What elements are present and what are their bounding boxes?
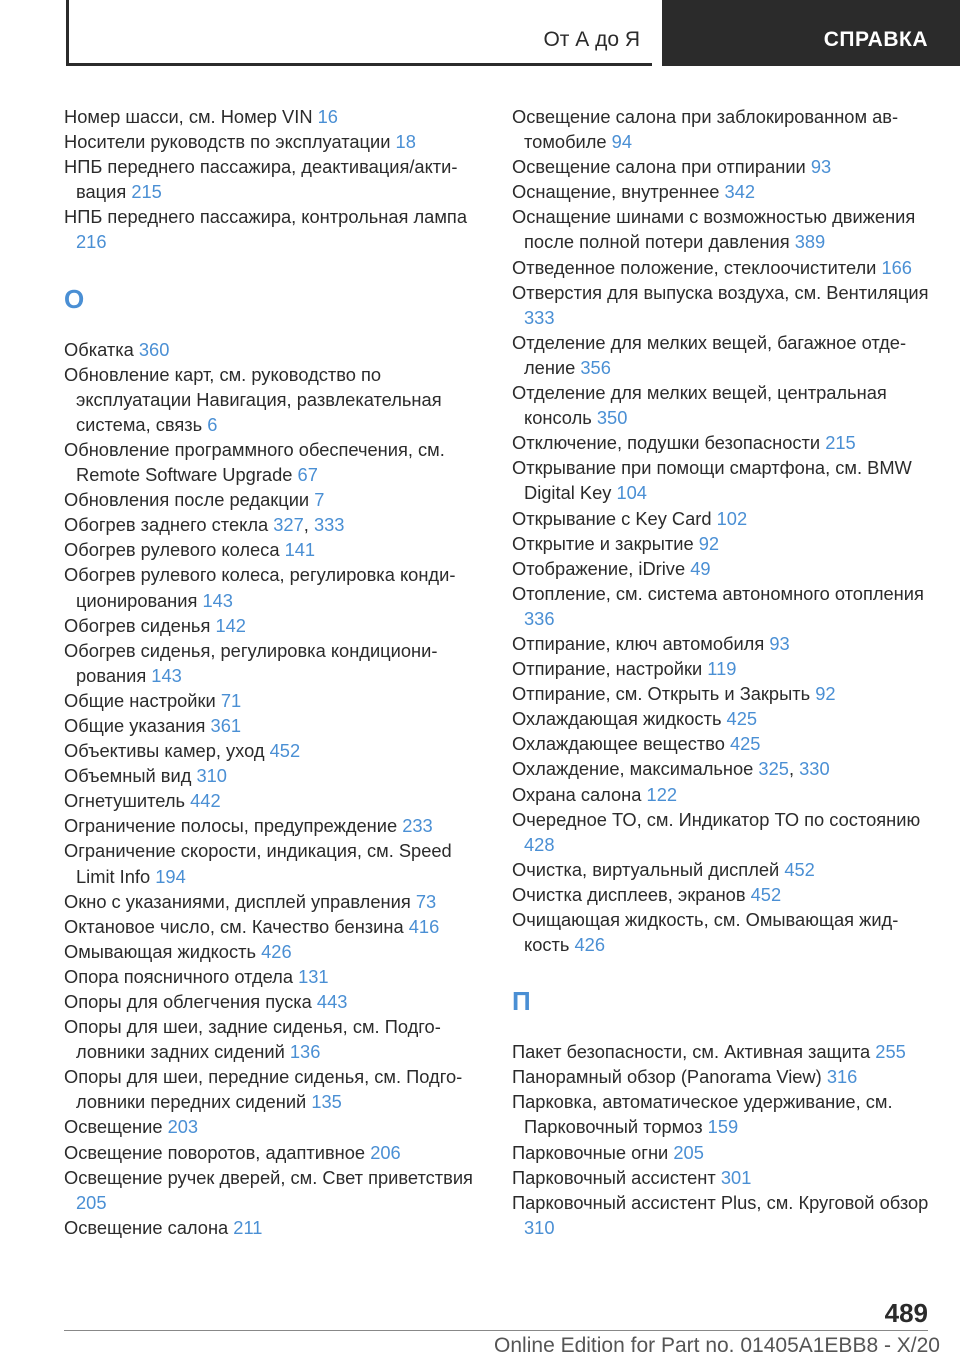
index-entry-text: Обогрев заднего стекла (64, 514, 274, 536)
index-entry-text: Опоры для шеи, передние сиденья, см. Подголовники передних сидений (64, 1066, 463, 1113)
page-link[interactable]: 159 (707, 1116, 739, 1138)
index-entry (64, 788, 484, 813)
page-link[interactable]: 342 (724, 181, 756, 203)
index-entry (512, 179, 932, 204)
index-entry (512, 1064, 932, 1089)
index-entry-text: Отображение, iDrive (512, 557, 691, 579)
index-entry (512, 1039, 932, 1064)
index-entry-text: Освещение поворотов, адаптивное (64, 1141, 371, 1163)
index-entry (512, 531, 932, 556)
index-entry (64, 337, 484, 362)
page-link[interactable]: 301 (720, 1166, 752, 1188)
page-link[interactable]: 316 (826, 1066, 858, 1088)
page-link[interactable]: 92 (698, 532, 720, 554)
index-column-right (512, 104, 932, 1240)
index-entry (64, 562, 484, 612)
page-link[interactable]: 325 (758, 758, 789, 780)
footer-rule (64, 1330, 928, 1331)
index-entry-text: Отделение для мелких вещей, центральная консоль (512, 382, 887, 429)
page-link[interactable]: 336 (524, 607, 555, 629)
index-entry (512, 1140, 932, 1165)
index-entry (64, 437, 484, 487)
page-link[interactable]: 233 (402, 815, 433, 837)
index-entry-text: Открывание с Key Card (512, 507, 717, 529)
index-entry-text: Носители руководств по эксплуатации (64, 131, 396, 153)
index-entry (64, 989, 484, 1014)
index-entry-text: Обогрев сиденья, регулировка кондиционирования (64, 639, 438, 686)
page-link[interactable]: 333 (524, 306, 555, 328)
index-entry-text: Отпирание, ключ автомобиля (512, 632, 770, 654)
index-entry-text: Обновления после редакции (64, 489, 315, 511)
index-entry-text: Обновление программного обеспечения, см. Remote Software Upgrade (64, 438, 445, 486)
header-rule-bottom (66, 63, 652, 66)
index-entry (512, 154, 932, 179)
page-link[interactable]: 356 (580, 356, 611, 378)
index-entry (64, 204, 484, 254)
index-entry (64, 889, 484, 914)
page-link[interactable]: 333 (313, 514, 345, 536)
index-entry-text: Очистка, виртуальный дисплей (512, 858, 785, 880)
page-link[interactable]: 92 (815, 683, 836, 705)
index-entry-text: Обкатка (64, 338, 139, 360)
index-entry: Обогрев заднего стекла 327, 333 (64, 514, 345, 536)
index-entry-text: Омывающая жидкость (64, 940, 262, 962)
index-letter-heading: О (64, 283, 85, 314)
index-entry-text: Открытие и закрытие (512, 532, 699, 554)
index-entry-text: Освещение ручек дверей, см. Свет приветствия (64, 1166, 473, 1188)
index-letter-heading: П (512, 986, 531, 1017)
index-entry-text: Пакет безопасности, см. Активная защита (512, 1041, 876, 1063)
index-entry-text: Освещение салона при заблокированном автомобиле (512, 106, 899, 153)
index-entry-text: Освещение салона при отпирании (512, 156, 811, 178)
index-entry (512, 807, 932, 857)
index-entry-text: Парковочные огни (512, 1141, 674, 1163)
index-entry (512, 506, 932, 531)
page-link[interactable]: 143 (202, 589, 233, 611)
index-entry (64, 154, 484, 204)
page-link[interactable]: 425 (726, 708, 758, 730)
page-link[interactable]: 166 (881, 256, 912, 278)
page-link[interactable]: 18 (395, 131, 416, 153)
index-entry (512, 857, 932, 882)
header-tab-label: СПРАВКА (823, 28, 928, 51)
page-link[interactable]: 255 (875, 1041, 906, 1063)
index-entry (64, 813, 484, 838)
page-link[interactable]: 104 (616, 482, 647, 504)
index-entry (64, 129, 484, 154)
index-entry (512, 706, 932, 731)
index-entry (64, 939, 484, 964)
page-link[interactable]: 211 (233, 1216, 263, 1238)
index-entry (64, 1140, 484, 1165)
page-number: 489 (884, 1298, 928, 1328)
index-entry (64, 362, 484, 437)
index-entry-text: Охлаждающее вещество (512, 733, 730, 755)
index-entry-text: Отопление, см. система автономного отопления (512, 582, 924, 604)
index-entry (64, 763, 484, 788)
index-entry (64, 1114, 484, 1139)
index-entry (512, 656, 932, 681)
index-entry (64, 688, 484, 713)
index-entry (64, 713, 484, 738)
header-section-title: От А до Я (543, 28, 640, 51)
page-link[interactable]: 119 (707, 658, 737, 680)
page-link[interactable]: 425 (729, 733, 761, 755)
index-entry (64, 738, 484, 763)
index-entry (64, 964, 484, 989)
index-entry-text: Обогрев рулевого колеса (64, 539, 285, 561)
page-link[interactable]: 131 (298, 965, 329, 987)
index-entry (64, 838, 484, 888)
index-entry (512, 330, 932, 380)
index-entry-text: Оснащение шинами с возможностью движения после полной потери давления (512, 206, 916, 253)
index-entry-text: Отделение для мелких вещей, багажное отделение (512, 331, 907, 378)
index-entry-text: Опоры для облегчения пуска (64, 991, 317, 1012)
index-entry-text: Ограничение скорости, индикация, см. Speed Limit Info (64, 840, 452, 887)
index-entry-text: Очередное ТО, см. Индикатор ТО по состоянию (512, 808, 921, 830)
page-link[interactable]: 141 (284, 539, 316, 561)
page-link[interactable]: 327 (273, 514, 304, 536)
page-link[interactable]: 452 (269, 740, 301, 762)
index-column-left (64, 104, 484, 1240)
index-entry-text: Охрана салона (512, 783, 647, 805)
page-link[interactable]: 73 (415, 890, 437, 912)
index-entry-text: Освещение (64, 1116, 168, 1138)
page-link[interactable]: 94 (611, 131, 633, 153)
index-entry (512, 556, 932, 581)
page-link[interactable]: 93 (810, 156, 832, 178)
index-entry-text: Окно с указаниями, дисплей управления (64, 890, 416, 912)
page-link[interactable]: 426 (574, 934, 606, 956)
index-entry (512, 430, 932, 455)
index-entry-text: Опора поясничного отдела (64, 965, 299, 987)
page-link[interactable]: 122 (646, 783, 678, 805)
index-entry (512, 380, 932, 430)
page-link[interactable]: 206 (370, 1141, 401, 1163)
index-entry (64, 613, 484, 638)
index-entry (512, 280, 932, 330)
footer-edition: Online Edition for Part no. 01405A1EBB8 - X/20 (494, 1334, 940, 1357)
index-entry-text: Освещение салона (64, 1216, 234, 1238)
index-entry-text: Парковка, автоматическое удерживание, см. Парковочный тормоз (512, 1091, 893, 1138)
page-link[interactable]: 215 (131, 181, 162, 203)
index-entry-text: Очищающая жидкость, см. Омывающая жидкость (512, 909, 899, 956)
page-link[interactable]: 416 (408, 915, 440, 937)
page-link[interactable]: 360 (138, 338, 170, 360)
index-entry (64, 537, 484, 562)
page-link[interactable]: 203 (167, 1116, 199, 1138)
page-link[interactable]: 310 (524, 1216, 555, 1238)
page-link[interactable]: 102 (716, 507, 748, 529)
page-link[interactable]: 194 (155, 865, 186, 887)
index-entry-text: Парковочный ассистент Plus, см. Круговой обзор (512, 1191, 929, 1213)
index-entry-text: Общие настройки (64, 689, 221, 711)
index-entry (512, 882, 932, 907)
page-link[interactable]: 442 (190, 790, 221, 812)
index-entry (64, 914, 484, 939)
index-entry (64, 1014, 484, 1064)
page-link[interactable]: 205 (76, 1191, 107, 1213)
index-entry: Охлаждение, максимальное 325, 330 (512, 758, 830, 780)
index-entry (512, 204, 932, 254)
index-entry (512, 731, 932, 756)
index-entry (64, 487, 484, 512)
index-entry-text: Отключение, подушки безопасности (512, 432, 826, 454)
page-link[interactable]: 93 (769, 632, 790, 654)
index-entry-text: Открывание при помощи смартфона, см. BMW Digital Key (512, 457, 912, 504)
page-link[interactable]: 205 (673, 1141, 704, 1163)
index-entry-text: Обогрев рулевого колеса, регулировка кондиционирования (64, 564, 456, 611)
index-entry-text: Очистка дисплеев, экранов (512, 883, 751, 905)
page-link[interactable]: 7 (314, 489, 325, 511)
page-link[interactable]: 330 (799, 758, 830, 780)
page-link[interactable]: 350 (596, 407, 628, 429)
index-entry (512, 255, 932, 280)
page-link[interactable]: 452 (784, 858, 815, 880)
index-entry-text: Обновление карт, см. руководство по эксплуатации Навигация, развлекательная система, связь (64, 363, 442, 435)
index-entry (64, 638, 484, 688)
page-link[interactable]: 428 (524, 833, 555, 855)
index-entry-text: НПБ переднего пассажира, контрольная лампа (64, 206, 467, 228)
page-link[interactable]: 361 (210, 714, 242, 736)
page-link[interactable]: 49 (690, 557, 711, 579)
page-link[interactable]: 16 (317, 106, 338, 127)
index-entry-text: Огнетушитель (64, 790, 191, 812)
page-link[interactable]: 216 (76, 231, 107, 253)
page-link[interactable]: 142 (215, 614, 246, 636)
index-entry-text: Охлаждение, максимальное (512, 758, 759, 780)
index-entry (64, 1165, 484, 1215)
index-entry-text: Охлаждающая жидкость (512, 708, 727, 730)
index-entry (512, 782, 932, 807)
header-rule-vertical (66, 0, 69, 66)
page-link[interactable]: 135 (311, 1091, 342, 1113)
index-entry-text: Обогрев сиденья (64, 614, 216, 636)
page-link[interactable]: 426 (261, 940, 292, 962)
index-entry-text: Отведенное положение, стеклоочистители (512, 256, 882, 278)
index-entry-text: Октановое число, см. Качество бензина (64, 915, 409, 937)
index-entry-text: Ограничение полосы, предупреждение (64, 815, 403, 837)
page-link[interactable]: 136 (289, 1041, 321, 1063)
index-entry-text: НПБ переднего пассажира, деактивация/активация (64, 156, 458, 203)
page-link[interactable]: 6 (207, 413, 218, 435)
index-entry (512, 631, 932, 656)
index-entry (512, 104, 932, 154)
index-entry-text: Объективы камер, уход (64, 740, 270, 762)
index-entry-text: Парковочный ассистент (512, 1166, 721, 1188)
page-link[interactable]: 443 (316, 991, 348, 1012)
index-entry (512, 681, 932, 706)
page-link[interactable]: 452 (750, 883, 782, 905)
page-link[interactable]: 215 (825, 432, 856, 454)
index-entry-text: Отверстия для выпуска воздуха, см. Вентиляция (512, 281, 929, 303)
index-entry (512, 1089, 932, 1139)
index-entry-text: Панорамный обзор (Panorama View) (512, 1066, 827, 1088)
index-entry-text: Общие указания (64, 714, 211, 736)
index-entry (512, 455, 932, 505)
header-tab[interactable] (662, 0, 960, 66)
index-entry (512, 1190, 932, 1240)
page-link[interactable]: 310 (196, 765, 227, 787)
page-link[interactable]: 143 (151, 664, 182, 686)
index-entry-text: Номер шасси, см. Номер VIN (64, 106, 318, 127)
index-entry-text: Отпирание, настройки (512, 658, 708, 680)
page-link[interactable]: 389 (794, 231, 826, 253)
index-entry (512, 1165, 932, 1190)
index-entry (64, 1215, 484, 1240)
index-entry-text: Отпирание, см. Открыть и Закрыть (512, 683, 816, 705)
index-entry (512, 907, 932, 957)
index-entry (64, 104, 484, 129)
index-entry (512, 581, 932, 631)
page-link[interactable]: 67 (297, 464, 318, 486)
index-entry-text: Оснащение, внутреннее (512, 181, 725, 203)
index-entry-text: Опоры для шеи, задние сиденья, см. Подголовники задних сидений (64, 1016, 441, 1063)
page-link[interactable]: 71 (220, 689, 242, 711)
index-entry (64, 1064, 484, 1114)
index-entry-text: Объемный вид (64, 765, 197, 787)
